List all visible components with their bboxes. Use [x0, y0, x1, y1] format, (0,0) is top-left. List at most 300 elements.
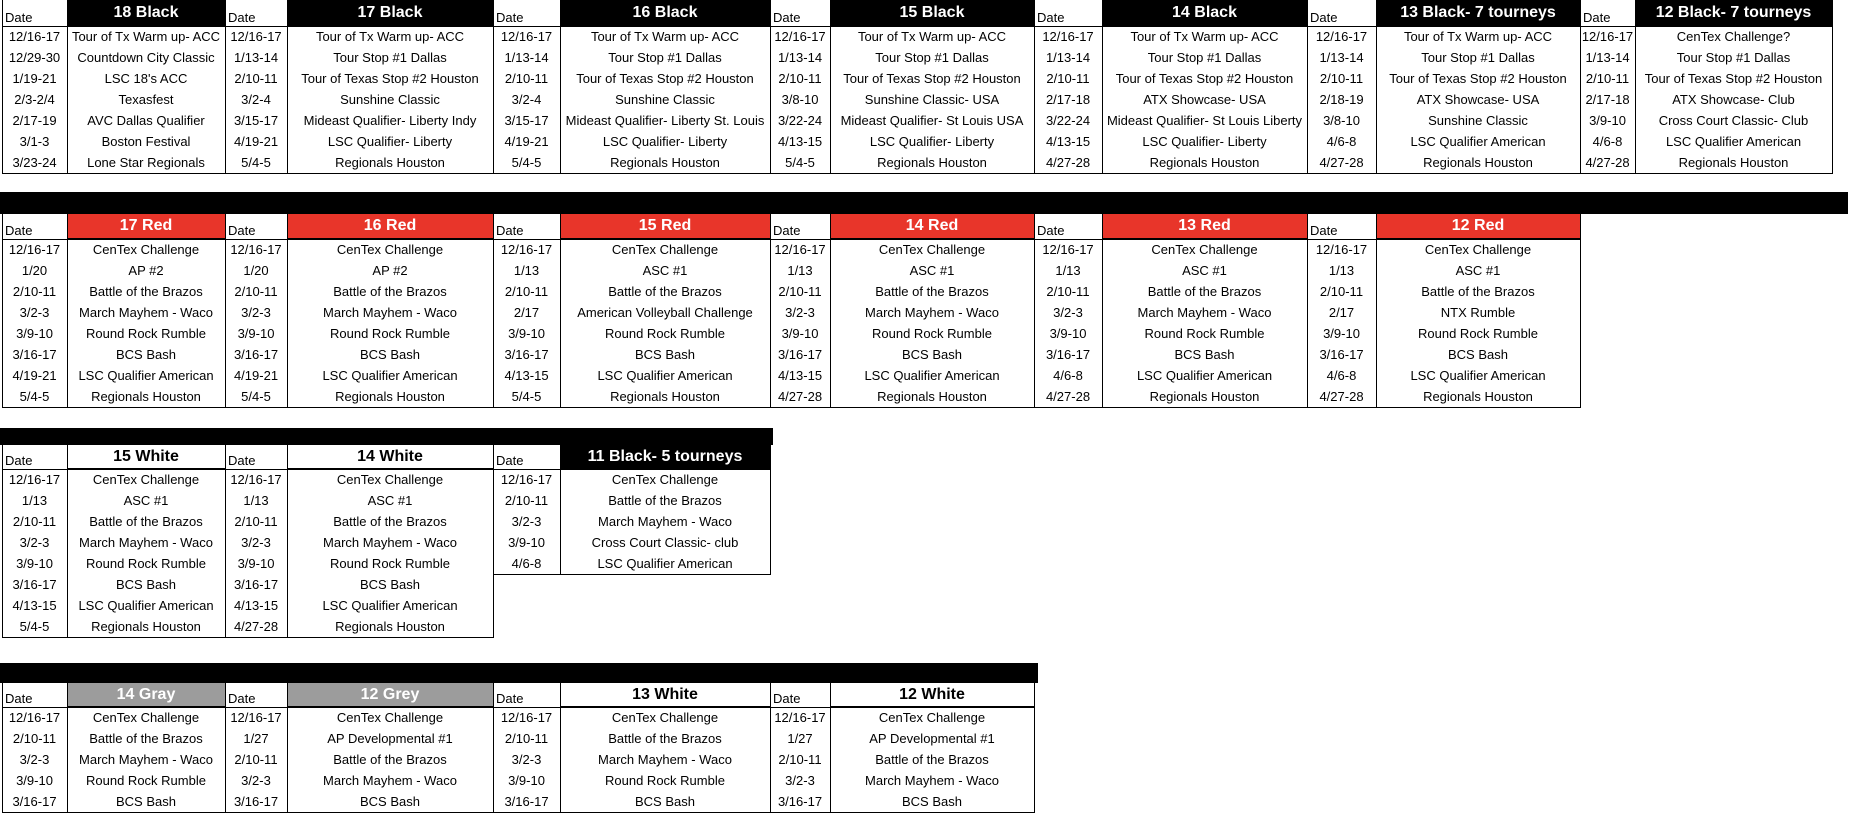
event-name: CenTex Challenge: [878, 710, 986, 725]
date-column-header: Date: [773, 10, 801, 25]
event-name: LSC Qualifier American: [322, 368, 458, 383]
header-bottom-border: [2, 239, 225, 240]
event-name: Tour Stop #1 Dallas: [608, 50, 722, 65]
event-date: 1/13-14: [1045, 50, 1091, 65]
column-border: [287, 0, 288, 174]
event-date: 4/27-28: [777, 389, 823, 404]
event-date: 12/16-17: [1042, 29, 1094, 44]
event-date: 2/10-11: [1319, 284, 1364, 299]
event-date: 4/13-15: [1045, 134, 1091, 149]
event-date: 2/10-11: [1585, 71, 1630, 86]
event-name: Tour of Texas Stop #2 Houston: [1644, 71, 1823, 86]
column-border: [287, 214, 288, 408]
event-date: 1/13: [513, 263, 540, 278]
team-header: 14 Red: [830, 214, 1034, 239]
event-name: Round Rock Rumble: [86, 773, 206, 788]
event-date: 2/10-11: [778, 752, 822, 767]
team-header: 12 Black- 7 tourneys: [1635, 0, 1832, 26]
event-date: 5/4-5: [19, 389, 50, 404]
event-name: Regionals Houston: [1149, 155, 1260, 170]
event-date: 5/4-5: [241, 155, 271, 170]
column-border: [287, 683, 288, 813]
event-date: 4/13-15: [12, 598, 57, 613]
event-name: AP Developmental #1: [327, 731, 453, 746]
event-date: 2/10-11: [234, 284, 278, 299]
event-name: ASC #1: [123, 493, 169, 508]
event-name: BCS Bash: [902, 794, 962, 809]
event-name: BCS Bash: [116, 794, 176, 809]
table-bottom-border: [225, 637, 493, 638]
event-date: 1/27: [243, 731, 269, 746]
event-name: Round Rock Rumble: [605, 326, 725, 341]
event-name: Countdown City Classic: [77, 50, 215, 65]
event-date: 4/13-15: [777, 368, 823, 383]
date-column-header: Date: [496, 691, 524, 706]
column-border: [830, 0, 831, 174]
event-date: 3/9-10: [508, 773, 545, 788]
column-border: [560, 683, 561, 813]
table-bottom-border: [1307, 173, 1580, 174]
event-name: March Mayhem - Waco: [323, 773, 457, 788]
event-name: Regionals Houston: [1678, 155, 1789, 170]
event-name: LSC Qualifier- Liberty: [1142, 134, 1267, 149]
event-date: 3/15-17: [504, 113, 549, 128]
event-date: 1/13: [1328, 263, 1355, 278]
column-border: [1580, 214, 1581, 408]
team-header: 12 Grey: [287, 683, 493, 707]
event-date: 12/16-17: [230, 29, 282, 44]
event-date: 2/17-19: [12, 113, 57, 128]
column-border: [1832, 0, 1833, 174]
header-bottom-border: [225, 469, 493, 470]
event-date: 3/2-3: [19, 305, 50, 320]
table-bottom-border: [493, 173, 770, 174]
event-date: 3/2-3: [785, 773, 815, 788]
table-bottom-border: [493, 574, 770, 575]
header-bottom-border: [770, 26, 1034, 27]
event-date: 12/16-17: [500, 472, 553, 487]
event-name: Tour of Tx Warm up- ACC: [857, 29, 1007, 44]
event-name: ASC #1: [909, 263, 955, 278]
event-name: Round Rock Rumble: [872, 326, 992, 341]
event-date: 3/8-10: [1323, 113, 1360, 128]
event-date: 4/27-28: [1045, 155, 1091, 170]
event-name: ATX Showcase- USA: [1416, 92, 1540, 107]
column-border: [830, 683, 831, 813]
event-name: Battle of the Brazos: [89, 514, 203, 529]
event-date: 2/17: [1328, 305, 1355, 320]
event-date: 4/6-8: [1326, 134, 1357, 149]
event-date: 1/13-14: [1585, 50, 1630, 65]
event-date: 12/16-17: [1315, 29, 1368, 44]
event-name: Tour Stop #1 Dallas: [1147, 50, 1262, 65]
date-column-header: Date: [1037, 10, 1065, 25]
date-column-header: Date: [5, 223, 33, 238]
event-name: Battle of the Brazos: [1147, 284, 1262, 299]
team-header: 14 Black: [1102, 0, 1307, 26]
event-name: AP #2: [128, 263, 164, 278]
event-name: Tour of Texas Stop #2 Houston: [301, 71, 479, 86]
header-bottom-border: [2, 469, 225, 470]
event-name: LSC Qualifier American: [1410, 368, 1546, 383]
event-name: LSC Qualifier American: [78, 368, 214, 383]
event-date: 3/16-17: [12, 577, 57, 592]
event-date: 4/19-21: [12, 368, 57, 383]
event-name: Battle of the Brazos: [89, 731, 203, 746]
event-date: 1/13: [787, 263, 813, 278]
event-date: 12/16-17: [1042, 242, 1094, 257]
event-name: LSC Qualifier- Liberty: [869, 134, 995, 149]
column-border: [1307, 214, 1308, 408]
event-name: March Mayhem - Waco: [598, 752, 732, 767]
table-bottom-border: [493, 407, 770, 408]
event-name: LSC 18's ACC: [104, 71, 188, 86]
column-border: [493, 445, 494, 575]
event-date: 3/9-10: [508, 535, 545, 550]
event-name: ATX Showcase- USA: [1143, 92, 1266, 107]
event-date: 2/10-11: [1046, 284, 1090, 299]
date-column-header: Date: [496, 453, 524, 468]
header-bottom-border: [493, 469, 770, 470]
date-column-header: Date: [496, 223, 524, 238]
event-name: March Mayhem - Waco: [79, 752, 213, 767]
column-border: [225, 683, 226, 813]
event-date: 4/27-28: [1319, 155, 1364, 170]
event-name: AP #2: [372, 263, 408, 278]
event-date: 1/13-14: [233, 50, 279, 65]
event-name: BCS Bash: [360, 347, 420, 362]
table-bottom-border: [770, 173, 1034, 174]
event-date: 3/8-10: [781, 92, 819, 107]
event-name: ASC #1: [1182, 263, 1227, 278]
header-bottom-border: [770, 707, 1034, 708]
event-date: 3/2-3: [511, 514, 542, 529]
event-date: 2/10-11: [778, 284, 822, 299]
event-date: 3/16-17: [1045, 347, 1091, 362]
event-name: American Volleyball Challenge: [577, 305, 753, 320]
event-name: Tour Stop #1 Dallas: [1421, 50, 1535, 65]
event-name: Battle of the Brazos: [1421, 284, 1535, 299]
event-date: 3/2-4: [241, 92, 271, 107]
column-border: [287, 445, 288, 638]
column-border: [493, 214, 494, 408]
event-name: CenTex Challenge: [1424, 242, 1532, 257]
event-name: Regionals Houston: [1423, 155, 1533, 170]
event-date: 3/16-17: [12, 347, 57, 362]
event-name: BCS Bash: [635, 347, 695, 362]
event-date: 4/13-15: [504, 368, 549, 383]
event-date: 3/23-24: [12, 155, 57, 170]
event-name: CenTex Challenge: [878, 242, 986, 257]
header-bottom-border: [493, 239, 770, 240]
event-name: Cross Court Classic- club: [591, 535, 739, 550]
table-bottom-border: [2, 637, 225, 638]
event-date: 5/4-5: [511, 389, 542, 404]
event-date: 2/10-11: [504, 493, 549, 508]
event-date: 2/17: [513, 305, 540, 320]
column-border: [225, 0, 226, 174]
event-name: BCS Bash: [1174, 347, 1235, 362]
header-bottom-border: [1034, 26, 1307, 27]
event-date: 3/9-10: [1049, 326, 1087, 341]
event-date: 12/16-17: [8, 710, 61, 725]
event-name: CenTex Challenge: [92, 710, 200, 725]
event-name: March Mayhem - Waco: [1137, 305, 1272, 320]
column-border: [1034, 214, 1035, 408]
event-date: 3/9-10: [16, 326, 53, 341]
event-date: 4/19-21: [233, 134, 279, 149]
event-name: Regionals Houston: [877, 389, 987, 404]
event-date: 4/19-21: [504, 134, 549, 149]
event-name: Tour Stop #1 Dallas: [875, 50, 989, 65]
event-name: Sunshine Classic: [1428, 113, 1528, 128]
event-date: 3/2-3: [241, 773, 271, 788]
event-name: Lone Star Regionals: [87, 155, 205, 170]
event-date: 3/9-10: [781, 326, 819, 341]
date-column-header: Date: [228, 453, 256, 468]
column-border: [560, 445, 561, 575]
event-date: 12/16-17: [500, 242, 553, 257]
event-name: Tour Stop #1 Dallas: [1676, 50, 1791, 65]
team-header: 13 Red: [1102, 214, 1307, 239]
header-bottom-border: [1307, 239, 1580, 240]
event-date: 3/9-10: [237, 556, 275, 571]
event-date: 1/20: [243, 263, 269, 278]
event-date: 2/10-11: [504, 284, 549, 299]
event-name: Sunshine Classic: [340, 92, 440, 107]
column-border: [67, 445, 68, 638]
event-name: BCS Bash: [360, 794, 420, 809]
event-date: 1/13: [21, 493, 48, 508]
table-bottom-border: [225, 812, 493, 813]
event-date: 3/2-3: [511, 752, 542, 767]
table-bottom-border: [1034, 407, 1307, 408]
event-name: Battle of the Brazos: [89, 284, 203, 299]
event-date: 1/13: [1055, 263, 1081, 278]
event-name: Tour of Tx Warm up- ACC: [315, 29, 465, 44]
team-header: 17 Red: [67, 214, 225, 239]
table-bottom-border: [2, 173, 225, 174]
column-border: [1034, 683, 1035, 813]
event-name: BCS Bash: [116, 347, 176, 362]
team-header: 15 Black: [830, 0, 1034, 26]
event-date: 4/27-28: [1045, 389, 1091, 404]
team-header: 17 Black: [287, 0, 493, 26]
event-name: Regionals Houston: [335, 619, 445, 634]
event-name: ASC #1: [367, 493, 413, 508]
event-name: Boston Festival: [101, 134, 191, 149]
team-header: 12 White: [830, 683, 1034, 707]
event-date: 2/10-11: [12, 514, 57, 529]
date-column-header: Date: [5, 10, 33, 25]
header-bottom-border: [770, 239, 1034, 240]
event-date: 4/6-8: [1592, 134, 1623, 149]
column-border: [2, 0, 3, 174]
event-name: March Mayhem - Waco: [79, 535, 213, 550]
event-name: LSC Qualifier American: [597, 556, 733, 571]
section-divider-bar: [0, 663, 1038, 683]
team-header: 14 Gray: [67, 683, 225, 707]
event-name: ASC #1: [1455, 263, 1501, 278]
column-border: [1307, 0, 1308, 174]
event-date: 3/22-24: [777, 113, 823, 128]
event-name: Round Rock Rumble: [1418, 326, 1538, 341]
team-header: 12 Red: [1376, 214, 1580, 239]
column-border: [770, 683, 771, 813]
event-name: Mideast Qualifier- Liberty Indy: [303, 113, 477, 128]
table-bottom-border: [225, 407, 493, 408]
header-bottom-border: [1034, 239, 1307, 240]
event-name: CenTex Challenge: [611, 472, 719, 487]
event-date: 12/16-17: [230, 710, 282, 725]
header-bottom-border: [1580, 26, 1832, 27]
event-name: Texasfest: [118, 92, 174, 107]
event-name: Battle of the Brazos: [608, 731, 722, 746]
event-date: 12/16-17: [774, 710, 826, 725]
column-border: [1580, 0, 1581, 174]
event-date: 1/20: [21, 263, 48, 278]
event-name: Mideast Qualifier- St Louis USA: [840, 113, 1024, 128]
team-header: 15 White: [67, 445, 225, 469]
date-column-header: Date: [228, 223, 256, 238]
event-date: 4/13-15: [777, 134, 823, 149]
date-column-header: Date: [1310, 10, 1338, 25]
table-bottom-border: [2, 407, 225, 408]
event-name: BCS Bash: [1448, 347, 1508, 362]
event-name: March Mayhem - Waco: [323, 305, 457, 320]
event-date: 12/16-17: [8, 472, 61, 487]
event-name: LSC Qualifier- Liberty: [602, 134, 728, 149]
event-date: 5/4-5: [19, 619, 50, 634]
table-bottom-border: [1034, 173, 1307, 174]
event-name: Battle of the Brazos: [333, 514, 447, 529]
event-date: 4/6-8: [511, 556, 542, 571]
event-date: 2/10-11: [12, 284, 57, 299]
event-date: 2/10-11: [504, 731, 549, 746]
event-name: Tour of Texas Stop #2 Houston: [1389, 71, 1567, 86]
table-bottom-border: [770, 812, 1034, 813]
table-bottom-border: [225, 173, 493, 174]
event-name: CenTex Challenge: [611, 242, 719, 257]
event-name: Tour Stop #1 Dallas: [333, 50, 447, 65]
column-border: [770, 445, 771, 575]
event-name: Sunshine Classic: [615, 92, 715, 107]
event-date: 2/18-19: [1319, 92, 1364, 107]
event-date: 12/29-30: [8, 50, 61, 65]
event-date: 4/27-28: [233, 619, 279, 634]
event-date: 12/16-17: [774, 242, 826, 257]
event-date: 4/13-15: [233, 598, 279, 613]
event-date: 2/10-11: [1046, 71, 1090, 86]
event-date: 3/16-17: [233, 577, 279, 592]
event-name: CenTex Challenge: [92, 242, 200, 257]
table-bottom-border: [2, 812, 225, 813]
event-name: Battle of the Brazos: [875, 752, 989, 767]
event-date: 4/6-8: [1326, 368, 1357, 383]
event-date: 3/2-3: [19, 535, 50, 550]
event-name: Regionals Houston: [610, 155, 720, 170]
event-name: ATX Showcase- Club: [1672, 92, 1795, 107]
column-border: [493, 0, 494, 174]
event-date: 2/3-2/4: [14, 92, 55, 107]
team-header: 14 White: [287, 445, 493, 469]
event-date: 3/2-3: [241, 535, 271, 550]
event-name: BCS Bash: [902, 347, 962, 362]
event-date: 3/9-10: [1323, 326, 1360, 341]
event-date: 3/15-17: [233, 113, 279, 128]
column-border: [1102, 0, 1103, 174]
event-date: 12/16-17: [500, 29, 553, 44]
header-bottom-border: [225, 239, 493, 240]
table-bottom-border: [493, 812, 770, 813]
event-name: AVC Dallas Qualifier: [87, 113, 205, 128]
event-name: Round Rock Rumble: [86, 556, 206, 571]
event-date: 3/2-3: [241, 305, 271, 320]
date-column-header: Date: [228, 10, 256, 25]
header-bottom-border: [2, 707, 225, 708]
column-border: [560, 0, 561, 174]
event-name: Regionals Houston: [877, 155, 987, 170]
column-border: [1102, 214, 1103, 408]
event-date: 4/6-8: [1053, 368, 1083, 383]
event-name: LSC Qualifier American: [597, 368, 733, 383]
event-date: 12/16-17: [8, 29, 61, 44]
team-header: 16 Black: [560, 0, 770, 26]
event-name: March Mayhem - Waco: [865, 305, 999, 320]
event-date: 1/13: [243, 493, 269, 508]
date-column-header: Date: [228, 691, 256, 706]
date-column-header: Date: [1310, 223, 1338, 238]
event-date: 4/27-28: [1585, 155, 1630, 170]
column-border: [830, 214, 831, 408]
header-bottom-border: [225, 707, 493, 708]
event-date: 12/16-17: [230, 242, 282, 257]
event-name: Battle of the Brazos: [608, 284, 722, 299]
event-name: Tour of Texas Stop #2 Houston: [843, 71, 1021, 86]
column-border: [225, 445, 226, 638]
column-border: [2, 445, 3, 638]
event-name: Regionals Houston: [1423, 389, 1533, 404]
event-date: 12/16-17: [1315, 242, 1368, 257]
event-date: 3/16-17: [504, 347, 549, 362]
event-name: Round Rock Rumble: [330, 326, 450, 341]
event-name: CenTex Challenge: [92, 472, 200, 487]
event-date: 1/13-14: [777, 50, 823, 65]
event-name: CenTex Challenge: [336, 242, 444, 257]
date-column-header: Date: [1037, 223, 1065, 238]
column-border: [2, 214, 3, 408]
event-date: 3/9-10: [16, 556, 53, 571]
section-divider-bar: [0, 192, 1848, 214]
team-header: 13 Black- 7 tourneys: [1376, 0, 1580, 26]
event-name: Tour of Tx Warm up- ACC: [590, 29, 740, 44]
date-column-header: Date: [773, 223, 801, 238]
event-name: Mideast Qualifier- Liberty St. Louis: [565, 113, 765, 128]
event-name: AP Developmental #1: [869, 731, 995, 746]
event-name: LSC Qualifier American: [78, 598, 214, 613]
event-name: Battle of the Brazos: [608, 493, 722, 508]
event-name: Tour of Texas Stop #2 Houston: [1115, 71, 1294, 86]
event-date: 3/2-3: [785, 305, 815, 320]
event-name: Tour of Texas Stop #2 Houston: [576, 71, 754, 86]
event-date: 3/2-3: [19, 752, 50, 767]
event-date: 5/4-5: [241, 389, 271, 404]
event-date: 3/16-17: [233, 794, 279, 809]
column-border: [225, 214, 226, 408]
event-name: March Mayhem - Waco: [79, 305, 213, 320]
column-border: [560, 214, 561, 408]
event-name: Round Rock Rumble: [605, 773, 725, 788]
